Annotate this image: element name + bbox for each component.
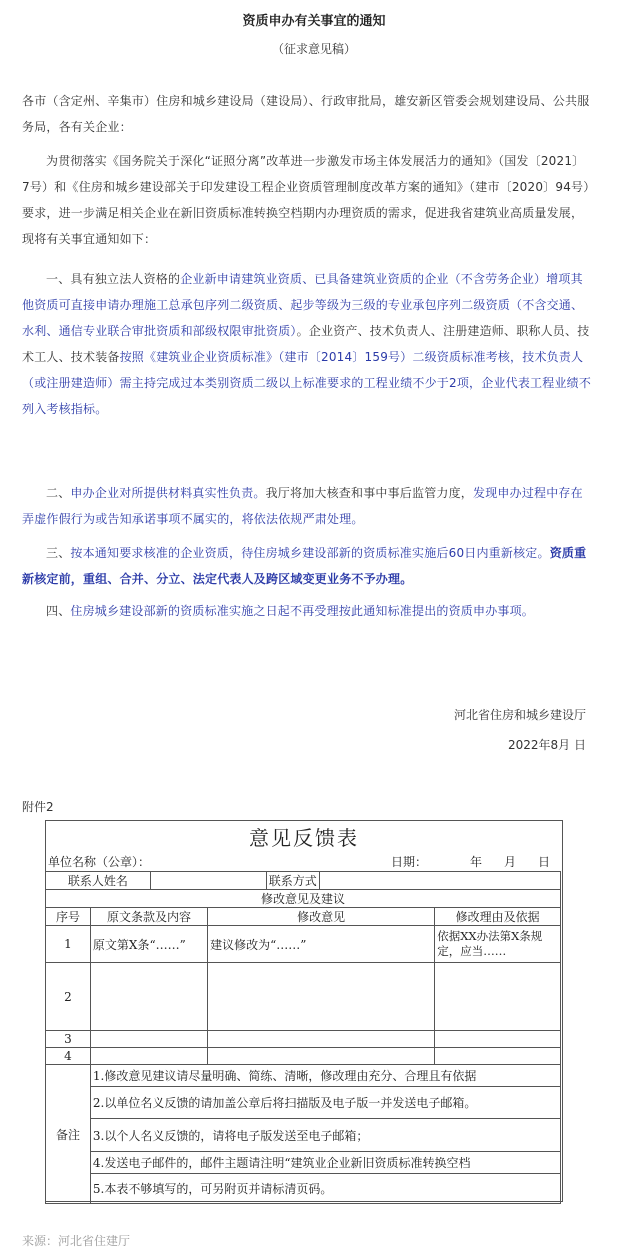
paragraph-1-middle: 。企业资产、技术负责人、注册建造师、职称人员、技术工人、技术装备 bbox=[22, 324, 590, 364]
header-row bbox=[46, 908, 561, 926]
notes-row bbox=[46, 1174, 561, 1204]
header-reason: 修改理由及依据 bbox=[435, 908, 561, 926]
day-label: 日 bbox=[538, 855, 551, 869]
source-credit: 来源：河北省住建厅 bbox=[22, 1234, 131, 1248]
contact-name-cell[interactable] bbox=[150, 872, 266, 890]
paragraph-4-lead: 四、 bbox=[46, 604, 71, 618]
form-title: 意见反馈表 bbox=[249, 826, 359, 850]
row-original[interactable] bbox=[90, 1048, 207, 1065]
paragraph-2 bbox=[22, 480, 592, 532]
header-suggestion: 修改意见 bbox=[208, 908, 435, 926]
paragraph-2-lead: 二、 bbox=[46, 486, 71, 500]
paragraph-1 bbox=[22, 266, 592, 422]
contact-method-label: 联系方式 bbox=[266, 872, 319, 890]
paragraph-3-bold: 资质重新核定前，重组、合并、分立、法定代表人及跨区域变更业务不予办理。 bbox=[22, 546, 587, 586]
paragraph-2-highlight-2: 发现申办过程中存在弄虚作假行为或告知承诺事项不属实的，将依法依规严肃处理。 bbox=[22, 486, 583, 526]
contact-name-label: 联系人姓名 bbox=[46, 872, 151, 890]
paragraph-4-highlight: 住房城乡建设部新的资质标准实施之日起不再受理按此通知标准提出的资质申办事项。 bbox=[70, 604, 535, 618]
date-label: 日期： bbox=[391, 855, 428, 869]
section-row bbox=[46, 890, 561, 908]
notes-label: 备注 bbox=[46, 1065, 91, 1204]
unit-date-line bbox=[46, 853, 562, 871]
row-original[interactable]: 原文第X条“……” bbox=[90, 926, 207, 963]
signature-date: 2022年8月 日 bbox=[508, 738, 586, 752]
table-row bbox=[46, 926, 561, 963]
notice-subtitle: （征求意见稿） bbox=[271, 42, 356, 56]
month-label: 月 bbox=[504, 855, 517, 869]
note-item: 3.以个人名义反馈的，请将电子版发送至电子邮箱； bbox=[90, 1119, 560, 1152]
row-reason[interactable]: 依据XX办法第X条规定，应当…… bbox=[435, 926, 561, 963]
row-reason[interactable] bbox=[435, 1048, 561, 1065]
note-item: 1.修改意见建议请尽量明确、简练、清晰，修改理由充分、合理且有依据 bbox=[90, 1065, 560, 1087]
notes-row bbox=[46, 1119, 561, 1152]
row-reason[interactable] bbox=[435, 963, 561, 1031]
note-item: 4.发送电子邮件的，邮件主题请注明“建筑业企业新旧资质标准转换空档 bbox=[90, 1152, 560, 1174]
note-item: 2.以单位名义反馈的请加盖公章后将扫描版及电子版一并发送电子邮箱。 bbox=[90, 1087, 560, 1119]
table-row bbox=[46, 1031, 561, 1048]
row-no: 1 bbox=[46, 926, 91, 963]
row-suggestion[interactable] bbox=[208, 1031, 435, 1048]
feedback-table bbox=[45, 871, 561, 1204]
feedback-form bbox=[45, 820, 563, 1202]
row-original[interactable] bbox=[90, 1031, 207, 1048]
header-no: 序号 bbox=[46, 908, 91, 926]
header-original: 原文条款及内容 bbox=[90, 908, 207, 926]
paragraph-2-middle: 我厅将加大核查和事中事后监管力度， bbox=[265, 486, 474, 500]
row-suggestion[interactable]: 建议修改为“……” bbox=[208, 926, 435, 963]
paragraph-4 bbox=[22, 598, 592, 624]
notice-title: 资质申办有关事宜的通知 bbox=[242, 14, 386, 29]
paragraph-3-lead: 三、 bbox=[46, 546, 71, 560]
unit-name-label: 单位名称（公章）： bbox=[48, 855, 151, 869]
notes-row bbox=[46, 1087, 561, 1119]
note-item: 5.本表不够填写的，可另附页并请标清页码。 bbox=[90, 1174, 560, 1204]
paragraph-3 bbox=[22, 540, 592, 592]
row-original[interactable] bbox=[90, 963, 207, 1031]
intro-paragraph: 为贯彻落实《国务院关于深化“证照分离”改革进一步激发市场主体发展活力的通知》（国发〔2021〕7号）和《住房和城乡建设部关于印发建设工程企业资质管理制度改革方案的通知》（建市〔2020〕94号）要求，进一步满足相关企业在新旧资质标准转换空档期内办理资质的需求，促进我省建筑业高质量发展，现将有关事宜通知如下： bbox=[22, 154, 590, 246]
table-row bbox=[46, 1048, 561, 1065]
row-no: 3 bbox=[46, 1031, 91, 1048]
contact-row bbox=[46, 872, 561, 890]
section-title: 修改意见及建议 bbox=[46, 890, 561, 908]
paragraph-1-highlight-2: 按照《建筑业企业资质标准》（建市〔2014〕159号）二级资质标准考核，技术负责人（或注册建造师）需主持完成过本类别资质二级以上标准要求的工程业绩不少于2项，企业代表工程业绩不列入考核指标。 bbox=[22, 350, 592, 416]
row-reason[interactable] bbox=[435, 1031, 561, 1048]
row-no: 4 bbox=[46, 1048, 91, 1065]
notes-row bbox=[46, 1065, 561, 1087]
paragraph-3-highlight: 按本通知要求核准的企业资质，待住房城乡建设部新的资质标准实施后60日内重新核定。 bbox=[70, 546, 550, 560]
notes-row bbox=[46, 1152, 561, 1174]
year-label: 年 bbox=[470, 855, 483, 869]
row-no: 2 bbox=[46, 963, 91, 1031]
paragraph-1-lead: 一、具有独立法人资格的 bbox=[46, 272, 181, 286]
address-paragraph: 各市（含定州、辛集市）住房和城乡建设局（建设局）、行政审批局，雄安新区管委会规划建设局、公共服务局，各有关企业： bbox=[22, 94, 590, 134]
signature-organization: 河北省住房和城乡建设厅 bbox=[453, 708, 586, 722]
paragraph-1-highlight: 企业新申请建筑业资质、已具备建筑业资质的企业（不含劳务企业）增项其他资质可直接申请办理施工总承包序列二级资质、起步等级为三级的专业承包序列二级资质（不含交通、水利、通信专业联合审批资质和部级权限审批资质） bbox=[22, 272, 584, 338]
contact-method-cell[interactable] bbox=[319, 872, 560, 890]
row-suggestion[interactable] bbox=[208, 1048, 435, 1065]
table-row bbox=[46, 963, 561, 1031]
paragraph-2-highlight: 申办企业对所提供材料真实性负责。 bbox=[70, 486, 266, 500]
attachment-label: 附件2 bbox=[22, 800, 54, 814]
row-suggestion[interactable] bbox=[208, 963, 435, 1031]
